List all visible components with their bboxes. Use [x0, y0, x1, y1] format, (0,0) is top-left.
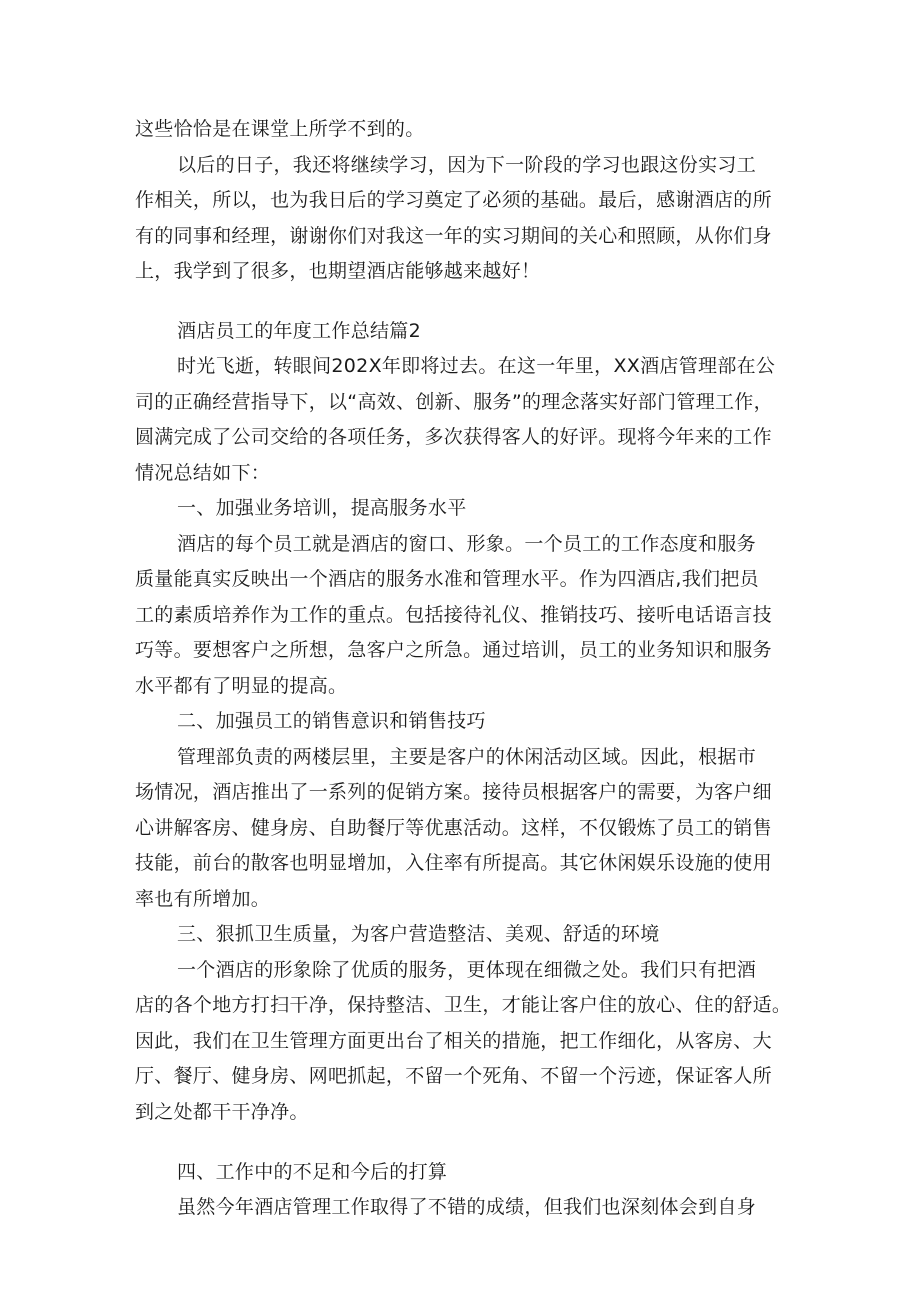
- text-line: 上，我学到了很多，也期望酒店能够越来越好！: [135, 260, 541, 282]
- text-line: 以后的日子，我还将继续学习，因为下一阶段的学习也跟这份实习工: [177, 154, 757, 176]
- text-line: 率也有所增加。: [135, 888, 271, 910]
- text-line: 圆满完成了公司交给的各项任务，多次获得客人的好评。现将今年来的工作: [135, 426, 772, 448]
- text-line: 工的素质培养作为工作的重点。包括接待礼仪、推销技巧、接听电话语言技: [135, 604, 772, 626]
- text-line: 店的各个地方打扫干净，保持整洁、卫生，才能让客户住的放心、住的舒适。: [135, 994, 792, 1016]
- text-line: 有的同事和经理，谢谢你们对我这一年的实习期间的关心和照顾，从你们身: [135, 225, 772, 247]
- text-line: 心讲解客房、健身房、自助餐厅等优惠活动。这样，不仅锻炼了员工的销售: [135, 817, 772, 839]
- text-line: 一个酒店的形象除了优质的服务，更体现在细微之处。我们只有把酒: [177, 959, 757, 981]
- text-line: 虽然今年酒店管理工作取得了不错的成绩，但我们也深刻体会到自身: [177, 1196, 757, 1218]
- text-line: 司的正确经营指导下，以“高效、创新、服务”的理念落实好部门管理工作，: [135, 391, 773, 413]
- text-line: 管理部负责的两楼层里，主要是客户的休闲活动区域。因此，根据市: [177, 746, 757, 768]
- text-line: 厅、餐厅、健身房、网吧抓起，不留一个死角、不留一个污迹，保证客人所: [135, 1065, 772, 1087]
- text-line: 酒店的每个员工就是酒店的窗口、形象。一个员工的工作态度和服务: [177, 533, 757, 555]
- text-line: 这些恰恰是在课堂上所学不到的。: [135, 118, 425, 140]
- text-line: 技能，前台的散客也明显增加，入住率有所提高。其它休闲娱乐设施的使用: [135, 852, 772, 874]
- text-line: 巧等。要想客户之所想，急客户之所急。通过培训，员工的业务知识和服务: [135, 639, 772, 661]
- heading-1: 一、加强业务培训，提高服务水平: [177, 497, 467, 519]
- text-line: 质量能真实反映出一个酒店的服务水准和管理水平。作为四酒店,我们把员: [135, 568, 759, 590]
- text-line: 因此，我们在卫生管理方面更出台了相关的措施，把工作细化，从客房、大: [135, 1030, 772, 1052]
- heading-4: 四、工作中的不足和今后的打算: [177, 1161, 448, 1183]
- text-line: 作相关，所以，也为我日后的学习奠定了必须的基础。最后，感谢酒店的所: [135, 189, 772, 211]
- text-line: 到之处都干干净净。: [135, 1101, 309, 1123]
- text-line: 场情况，酒店推出了一系列的促销方案。接待员根据客户的需要，为客户细: [135, 781, 772, 803]
- text-line: 情况总结如下：: [135, 462, 271, 484]
- text-line: 时光飞逝，转眼间202X年即将过去。在这一年里，XX酒店管理部在公: [177, 355, 776, 377]
- text-line: 水平都有了明显的提高。: [135, 675, 348, 697]
- heading-3: 三、狠抓卫生质量，为客户营造整洁、美观、舒适的环境: [177, 923, 660, 945]
- section-title: 酒店员工的年度工作总结篇2: [177, 320, 421, 342]
- heading-2: 二、加强员工的销售意识和销售技巧: [177, 710, 486, 732]
